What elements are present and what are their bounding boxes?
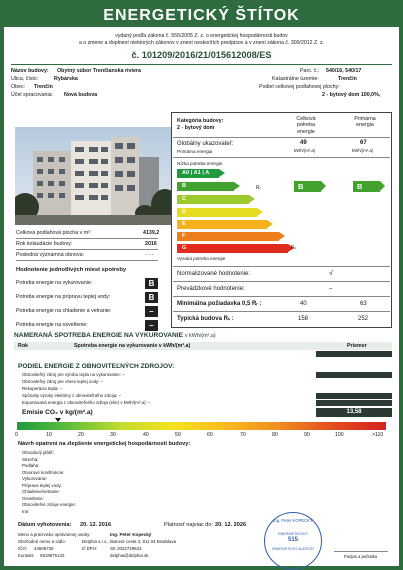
service-label: Potreba energie na osvetlenie: — [16, 322, 88, 328]
valid-label: Platnosť najviac do: — [164, 522, 214, 528]
dic: SK 2022729623 — [110, 546, 142, 551]
improvement-item: Podlaha: — [22, 463, 40, 468]
renewable-title: PODIEL ENERGIE Z OBNOVITEĽNÝCH ZDROJOV: — [18, 363, 175, 370]
signature-label: Podpis a pečiatka — [344, 554, 378, 559]
renewable-item: Obnoviteľný zdroj pre ohrev teplej vody: – — [22, 379, 104, 384]
valid-date: 20. 12. 2026 — [215, 522, 247, 528]
normalized-label: Normalizované hodnotenie: — [177, 271, 251, 277]
improvement-item: Obvodový plášť: — [22, 450, 54, 455]
contact-label: Kontakt: — [18, 553, 35, 558]
building-name: Obytný súbor Trenčianska riviera — [57, 68, 141, 74]
page-title: ENERGETICKÝ ŠTÍTOK — [4, 4, 399, 27]
emission-scale — [17, 422, 386, 430]
typical-building-primary: 252 — [358, 316, 369, 322]
col-primary-energy: Primárna energia — [354, 116, 376, 129]
low-demand-label: Nízka potreba energie — [177, 161, 223, 166]
renewable-item: Rekuperácia tepla: – — [22, 386, 63, 391]
purpose-label: Účel spracovania: — [11, 92, 54, 98]
firm-label: Obchodné meno a sídlo: — [18, 539, 66, 544]
improvement-item: Chladenie/vetranie: — [22, 489, 60, 494]
emissions-label: Emisie CO₂ v kg/(m².a) — [22, 409, 93, 416]
improvements-title: Návrh opatrení na zlepšenie energetickej hospodárnosti budovy: — [18, 441, 191, 447]
service-label: Potreba energie na prípravu teplej vody: — [16, 294, 111, 300]
street: Rybárska — [54, 76, 78, 82]
min-requirement-total: 40 — [300, 301, 307, 307]
floor-share-label: Podiel celkovej podlahovej plochy: — [259, 84, 340, 90]
primary-energy-unit: kWh/(m².a) — [352, 148, 374, 153]
year: 2016 — [145, 241, 157, 247]
building-photo — [15, 127, 175, 225]
total-energy-class: B — [294, 181, 321, 192]
issued-date: 20. 12. 2016 — [80, 522, 112, 528]
rs-marker: Rₛ — [291, 245, 297, 251]
primary-energy-class: B — [353, 181, 380, 192]
header-line-1: vydaný podľa zákona č. 555/2005 Z. z. o energetickej hospodárnosti budov — [115, 33, 288, 39]
col-consumption: Spotreba energie na vykurovanie v kWh/(m².a) — [74, 343, 191, 349]
renewable-item: Exportovaná energia z obnoviteľného zdroja (el/e) v kWh/(m².a): – — [22, 400, 151, 405]
tick-label: 80 — [272, 432, 278, 438]
tick-label: 40 — [143, 432, 149, 438]
col-average: Priemer — [347, 343, 367, 349]
cadastral-label: Katastrálne územie: — [272, 76, 319, 82]
primary-energy-value: 67 — [360, 140, 367, 146]
typical-building-total: 158 — [298, 316, 309, 322]
parc-number: 540/16, 540/17 — [326, 68, 362, 74]
heating-section-title: NAMERANÁ SPOTREBA ENERGIE NA VYKUROVANIE v kWh/(m².a) — [14, 332, 216, 339]
floor-area-label: Celková podlahová plocha v m²: — [16, 230, 92, 236]
emission-marker — [55, 418, 61, 422]
service-class: – — [145, 306, 158, 317]
author-name: Ing. Peter Kopecký — [110, 532, 152, 537]
obec-label: Obec: — [11, 84, 26, 90]
renovation-label: Posledná významná obnova: — [16, 252, 85, 258]
emissions-value: 13,58 — [316, 408, 392, 417]
improvement-item: Obnoviteľné zdroje energie: — [22, 502, 77, 507]
header-line-2: a o zmene a doplnení niektorých zákonov v znení neskorších predpisov a v znení zákona č. 300/2012 Z. z. — [78, 40, 325, 46]
min-requirement-primary: 63 — [360, 301, 367, 307]
total-energy-value: 49 — [300, 140, 307, 146]
improvement-item: Príprava teplej vody: — [22, 482, 63, 488]
issued-label: Dátum vyhotovenia: — [18, 522, 72, 528]
improvement-item: Strecha: — [22, 456, 39, 462]
tick-label: 60 — [207, 432, 213, 438]
building-name-label: Názov budovy: — [11, 68, 49, 74]
firm: Delphia s.r.o., Bukové cesta 3, 811 04 Bratislava — [82, 539, 177, 544]
tick-label: 10 — [46, 432, 52, 438]
tick-label: >110 — [372, 432, 384, 438]
floor-area: 4139,2 — [143, 230, 160, 236]
improvement-item: Iné: — [22, 508, 30, 514]
service-label: Potreba energie na vykurovanie: — [16, 280, 93, 286]
service-label: Potreba energie na chladenie a vetranie: — [16, 308, 112, 314]
street-label: Ulica, číslo: — [11, 76, 39, 82]
class-d-arrow: D — [177, 208, 257, 217]
class-f-arrow: F — [177, 232, 279, 241]
renewable-item: Obnoviteľný zdroj pre výrobu tepla na vykurovanie: – — [22, 372, 125, 377]
tick-label: 90 — [304, 432, 310, 438]
col-total-energy: Celková potreba energie — [296, 116, 316, 135]
category-label: Kategória budovy: — [177, 118, 224, 124]
dic-label: Ič DPH: — [82, 546, 98, 551]
improvement-item: Vykurovanie: — [22, 476, 48, 481]
phone: 0918875133 — [40, 553, 65, 558]
tick-label: 30 — [110, 432, 116, 438]
category: 2 - bytový dom — [177, 125, 215, 131]
service-class: B — [145, 278, 158, 289]
improvement-item: Osvetlenie: — [22, 495, 44, 501]
renovation: - - - — [145, 252, 154, 258]
purpose: Nová budova — [64, 92, 98, 98]
normalized-mark: √ — [329, 270, 333, 277]
global-sub: Primárna energia — [177, 149, 213, 154]
tick-label: 50 — [175, 432, 181, 438]
renewable-item: Spôsoby výroby elektriny z obnoviteľného zdroja: – — [22, 393, 122, 398]
certificate-number: č. 101209/2016/21/015612008/ES — [131, 50, 272, 60]
auditor-stamp: Ing. Peter KOPECKÝ ENERGETIKOVÝ 515 ENERGETICKÝ AUDÍTOR — [264, 512, 322, 570]
operational-mark: – — [329, 286, 333, 292]
rr-marker: Rᵣ — [256, 185, 261, 191]
year-label: Rok kolaudácie budovy: — [16, 241, 73, 247]
average-cell — [316, 351, 392, 357]
service-class: B — [145, 292, 158, 303]
email-link[interactable]: delphia@delphia.sk — [110, 553, 149, 558]
ico-label: IČO: — [18, 546, 28, 551]
cadastral-area: Trenčín — [338, 76, 357, 82]
typical-building-label: Typická budova Rₛ : — [177, 316, 234, 322]
author-label: Meno a priezvisko oprávnenej osoby: — [18, 532, 91, 537]
tick-label: 70 — [240, 432, 246, 438]
parc-label: Parc. č.: — [300, 68, 320, 74]
class-g-arrow: G — [177, 244, 288, 253]
global-label: Globálny ukazovateľ: — [177, 141, 234, 147]
total-energy-unit: kWh/(m².a) — [294, 148, 316, 153]
min-requirement-label: Minimálna požiadavka 0,5 Rᵣ : — [177, 301, 262, 307]
col-year: Rok — [18, 343, 29, 349]
tick-label: 100 — [335, 432, 344, 438]
tick-label: 0 — [15, 432, 18, 438]
improvement-item: Otvorové konštrukcie: — [22, 469, 65, 475]
ico: 44505736 — [34, 546, 54, 551]
services-title: Hodnotenie jednotlivých miest spotreby — [16, 267, 127, 273]
class-b-arrow: B — [177, 182, 234, 191]
obec: Trenčín — [34, 84, 53, 90]
class-e-arrow: E — [177, 220, 267, 229]
tick-label: 20 — [78, 432, 84, 438]
floor-share: 2 - bytový dom 100,0%, — [322, 92, 381, 98]
high-demand-label: Vysoká potreba energie — [177, 256, 226, 261]
class-c-arrow: C — [177, 195, 249, 204]
operational-label: Prevádzkové hodnotenie: — [177, 286, 245, 292]
service-class: – — [145, 320, 158, 331]
class-a-arrow: A0 | A1 | A — [177, 169, 219, 178]
